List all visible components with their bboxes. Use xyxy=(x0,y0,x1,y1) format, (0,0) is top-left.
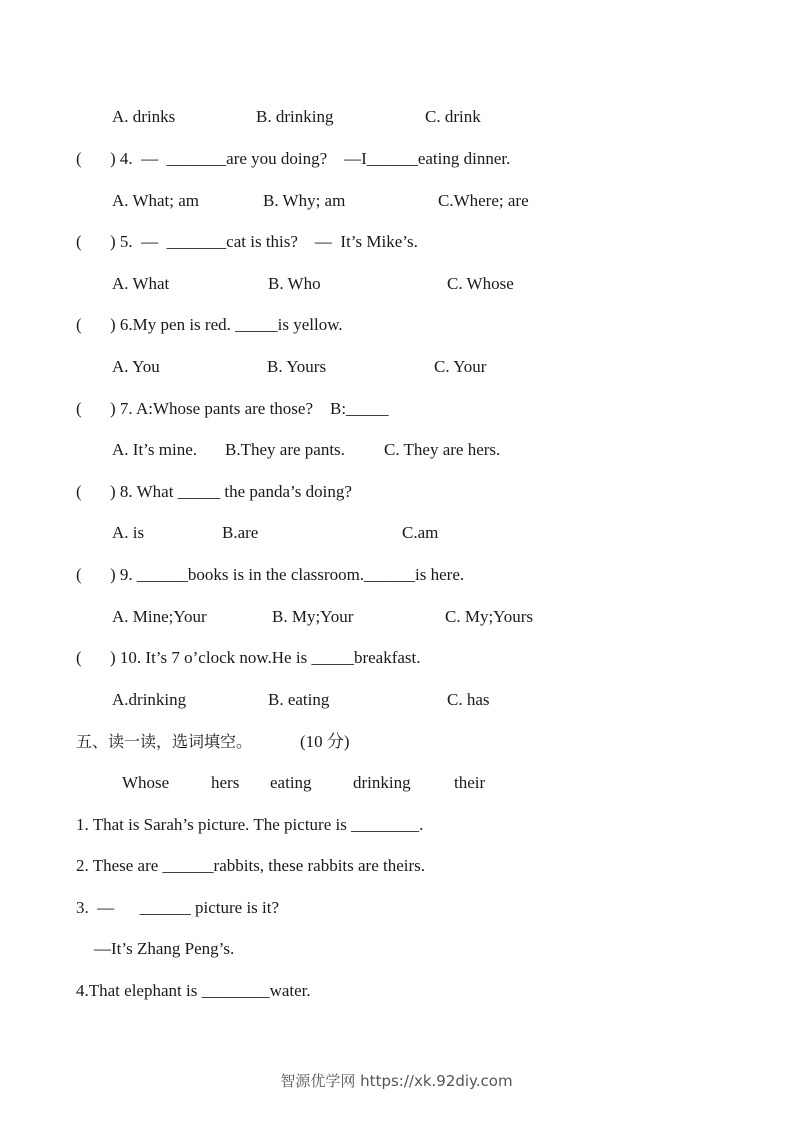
q7-option-c: C. They are hers. xyxy=(384,440,501,459)
answer-paren: ( xyxy=(76,648,82,667)
q10-option-b: B. eating xyxy=(268,690,330,709)
q9-option-a: A. Mine;Your xyxy=(112,607,207,626)
q3-option-c: C. drink xyxy=(425,107,481,126)
q4-option-a: A. What; am xyxy=(112,191,200,210)
section-5-score: (10 分) xyxy=(300,732,350,751)
answer-paren: ( xyxy=(76,565,82,584)
fill-item-2: 2. These are ______rabbits, these rabbits are theirs. xyxy=(76,856,426,875)
q8-option-c: C.am xyxy=(402,523,439,542)
word-bank-item: eating xyxy=(270,773,312,792)
question-4-stem: ) 4. — _______are you doing? —I______eating dinner. xyxy=(110,149,511,168)
q5-option-b: B. Who xyxy=(268,274,321,293)
q6-option-a: A. You xyxy=(112,357,160,376)
q8-option-b: B.are xyxy=(222,523,259,542)
q3-option-a: A. drinks xyxy=(112,107,176,126)
q6-option-b: B. Yours xyxy=(267,357,327,376)
q10-option-c: C. has xyxy=(447,690,490,709)
question-7-stem: ) 7. A:Whose pants are those? B:_____ xyxy=(110,399,389,418)
word-bank-item: their xyxy=(454,773,486,792)
q7-option-b: B.They are pants. xyxy=(225,440,345,459)
q5-option-a: A. What xyxy=(112,274,170,293)
question-9-stem: ) 9. ______books is in the classroom.______is here. xyxy=(110,565,465,584)
q4-option-b: B. Why; am xyxy=(263,191,346,210)
footer-watermark: 智源优学网 https://xk.92diy.com xyxy=(280,1072,513,1090)
question-8-stem: ) 8. What _____ the panda’s doing? xyxy=(110,482,352,501)
fill-item-3-answer: —It’s Zhang Peng’s. xyxy=(94,939,235,958)
question-5-stem: ) 5. — _______cat is this? — It’s Mike’s. xyxy=(110,232,418,251)
q8-option-a: A. is xyxy=(112,523,145,542)
answer-paren: ( xyxy=(76,399,82,418)
answer-paren: ( xyxy=(76,232,82,251)
word-bank-item: Whose xyxy=(122,773,170,792)
q3-option-b: B. drinking xyxy=(256,107,334,126)
answer-paren: ( xyxy=(76,315,82,334)
word-bank-item: hers xyxy=(211,773,240,792)
fill-item-3: 3. — ______ picture is it? xyxy=(76,898,280,917)
question-10-stem: ) 10. It’s 7 o’clock now.He is _____breakfast. xyxy=(110,648,421,667)
q9-option-c: C. My;Yours xyxy=(445,607,534,626)
answer-paren: ( xyxy=(76,149,82,168)
q9-option-b: B. My;Your xyxy=(272,607,354,626)
q7-option-a: A. It’s mine. xyxy=(112,440,197,459)
q5-option-c: C. Whose xyxy=(447,274,514,293)
fill-item-4: 4.That elephant is ________water. xyxy=(76,981,311,1000)
section-5-title: 五、读一读，选词填空。 xyxy=(76,732,253,751)
fill-item-1: 1. That is Sarah’s picture. The picture is ________. xyxy=(76,815,424,834)
q10-option-a: A.drinking xyxy=(112,690,187,709)
q4-option-c: C.Where; are xyxy=(438,191,529,210)
question-6-stem: ) 6.My pen is red. _____is yellow. xyxy=(110,315,343,334)
answer-paren: ( xyxy=(76,482,82,501)
word-bank-item: drinking xyxy=(353,773,411,792)
q6-option-c: C. Your xyxy=(434,357,487,376)
